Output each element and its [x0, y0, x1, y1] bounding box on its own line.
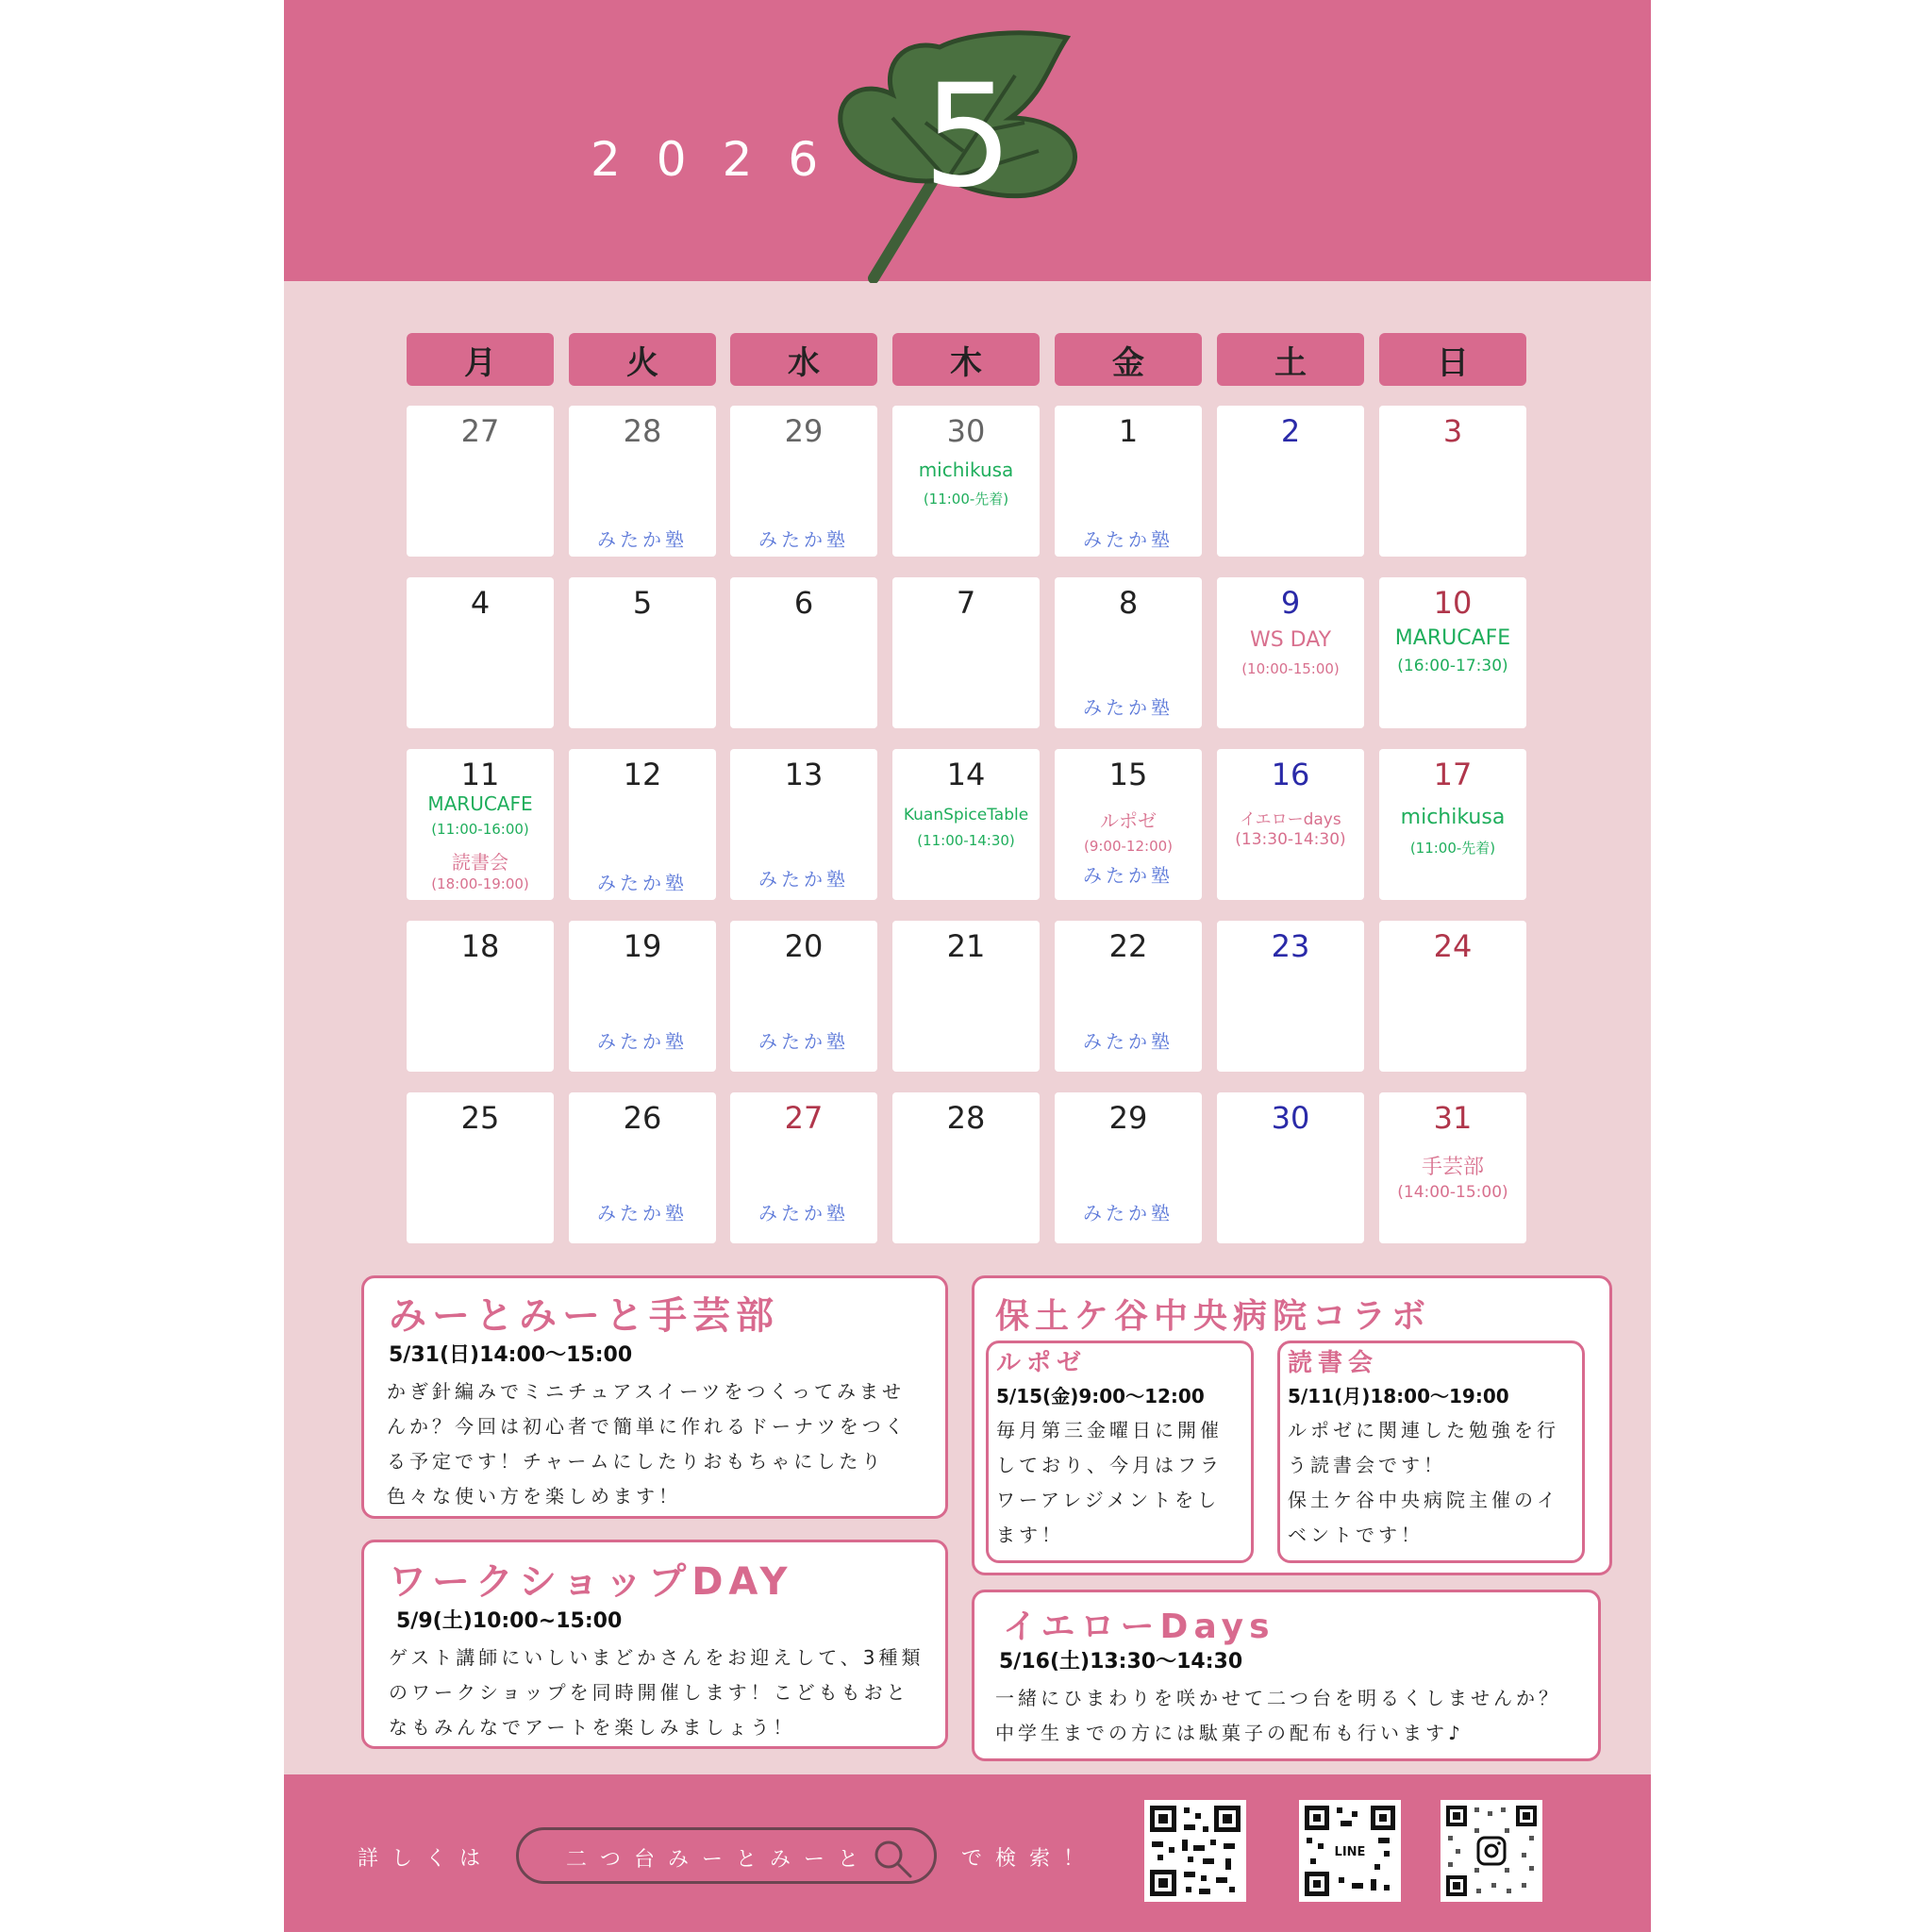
- day-number: 29: [1108, 1100, 1148, 1136]
- day-number: 1: [1118, 413, 1139, 449]
- day-number: 14: [946, 757, 986, 792]
- event-michikusa: michikusa: [918, 458, 1014, 481]
- box-date: 5/31(日)14:00〜15:00: [389, 1343, 633, 1367]
- day-cell: [730, 921, 877, 1072]
- day-number: 30: [946, 413, 986, 449]
- event-mitaka: みたか塾: [597, 528, 688, 551]
- body-line: ワーアレジメントをし: [996, 1489, 1221, 1511]
- body-line: ベントです！: [1288, 1524, 1424, 1546]
- event-shugei: 手芸部: [1421, 1156, 1484, 1179]
- day-cell: [892, 1092, 1040, 1243]
- day-cell: [1055, 1092, 1202, 1243]
- day-number: 21: [946, 928, 986, 964]
- event-mitaka: みたか塾: [758, 1202, 849, 1224]
- day-number: 16: [1271, 757, 1310, 792]
- event-time: (11:00-先着): [923, 491, 1009, 508]
- body-line: る予定です！チャームにしたりおもちゃにしたり: [387, 1450, 885, 1473]
- box-body: [389, 1641, 924, 1745]
- event-time: (16:00-17:30): [1397, 657, 1508, 675]
- day-number: 27: [784, 1100, 824, 1136]
- day-number: 8: [1118, 585, 1139, 621]
- day-cell: [1217, 749, 1364, 900]
- info-box-shugei: [361, 1275, 948, 1519]
- weekday-sun: 日: [1379, 333, 1526, 386]
- day-number: 18: [460, 928, 500, 964]
- day-number: 19: [623, 928, 662, 964]
- day-number: 2: [1280, 413, 1301, 449]
- body-line: ます！: [996, 1524, 1064, 1546]
- body-line: 中学生までの方には駄菓子の配布も行います♪: [995, 1722, 1464, 1744]
- day-cell: [1217, 1092, 1364, 1243]
- event-mitaka: みたか塾: [758, 868, 849, 891]
- info-box-yellow: [972, 1590, 1601, 1761]
- day-cell: [1217, 406, 1364, 557]
- day-number: 11: [460, 757, 500, 792]
- day-number: 17: [1433, 757, 1473, 792]
- body-line: う読書会です！: [1288, 1454, 1446, 1476]
- sub-box-body: [1288, 1413, 1559, 1553]
- day-cell: [407, 749, 554, 900]
- day-number: 31: [1433, 1100, 1473, 1136]
- event-mitaka: みたか塾: [597, 872, 688, 894]
- day-number: 13: [784, 757, 824, 792]
- year-label: 2026: [591, 132, 855, 187]
- search-text: 二つ台みーとみーと: [566, 1848, 873, 1872]
- event-kuan: KuanSpiceTable: [903, 806, 1029, 824]
- event-mitaka: みたか塾: [758, 528, 849, 551]
- day-cell: [1055, 406, 1202, 557]
- day-number: 4: [470, 585, 491, 621]
- event-marucafe: MARUCAFE: [1394, 626, 1511, 650]
- box-title: みーとみーと手芸部: [389, 1294, 779, 1338]
- day-cell: [1379, 749, 1526, 900]
- header: [284, 0, 1651, 281]
- day-number: 28: [623, 413, 662, 449]
- day-cell: [892, 406, 1040, 557]
- event-yellow: イエローdays: [1240, 810, 1341, 829]
- event-time: (18:00-19:00): [431, 875, 529, 892]
- day-number: 15: [1108, 757, 1148, 792]
- day-number: 26: [623, 1100, 662, 1136]
- weekday-thu: 木: [892, 333, 1040, 386]
- day-cell: [569, 577, 716, 728]
- day-number: 28: [946, 1100, 986, 1136]
- info-box-hospital: [972, 1275, 1612, 1575]
- body-line: 毎月第三金曜日に開催: [996, 1419, 1223, 1441]
- day-cell: [569, 1092, 716, 1243]
- search-box[interactable]: [516, 1827, 937, 1884]
- body-line: なもみんなでアートを楽しみましょう！: [389, 1716, 796, 1739]
- event-mitaka: みたか塾: [1083, 696, 1174, 719]
- event-marucafe: MARUCAFE: [427, 792, 533, 815]
- event-mitaka: みたか塾: [758, 1030, 849, 1053]
- day-cell: [730, 406, 877, 557]
- event-time: (9:00-12:00): [1083, 838, 1174, 855]
- day-number: 30: [1271, 1100, 1310, 1136]
- day-number: 12: [623, 757, 662, 792]
- instagram-qr-icon[interactable]: [1441, 1800, 1542, 1902]
- event-mitaka: みたか塾: [597, 1030, 688, 1053]
- box-title: ワークショップDAY: [389, 1560, 793, 1604]
- day-cell: [730, 1092, 877, 1243]
- box-date: 5/9(土)10:00~15:00: [396, 1609, 623, 1633]
- footer: [284, 1774, 1651, 1932]
- event-mitaka: みたか塾: [597, 1202, 688, 1224]
- day-cell: [1379, 406, 1526, 557]
- day-cell: [407, 921, 554, 1072]
- day-number: 29: [784, 413, 824, 449]
- day-number: 10: [1433, 585, 1473, 621]
- body-line: 一緒にひまわりを咲かせて二つ台を明るくしませんか？: [995, 1687, 1561, 1709]
- sub-box-body: [996, 1413, 1223, 1553]
- event-mitaka: みたか塾: [1083, 1030, 1174, 1053]
- event-time: (13:30-14:30): [1235, 830, 1346, 849]
- event-dokusho: 読書会: [452, 851, 508, 874]
- event-mitaka: みたか塾: [1083, 528, 1174, 551]
- info-box-workshop: [361, 1540, 948, 1749]
- event-time: (11:00-先着): [1409, 840, 1496, 857]
- weekday-mon: 月: [407, 333, 554, 386]
- box-title: 保土ケ谷中央病院コラボ: [995, 1297, 1432, 1336]
- sub-box-dokusho: [1277, 1341, 1585, 1563]
- line-qr-icon[interactable]: [1299, 1800, 1401, 1902]
- day-cell: [1379, 1092, 1526, 1243]
- day-cell: [1055, 921, 1202, 1072]
- box-body: [387, 1374, 908, 1514]
- weekday-sat: 土: [1217, 333, 1364, 386]
- day-cell: [892, 577, 1040, 728]
- footer-suffix: で検索！: [961, 1847, 1098, 1871]
- box-title: イエローDays: [1003, 1607, 1275, 1646]
- month-number: 5: [923, 55, 1013, 219]
- body-line: 保土ケ谷中央病院主催のイ: [1288, 1489, 1559, 1511]
- sub-box-date: 5/15(金)9:00〜12:00: [996, 1385, 1205, 1407]
- calendar-poster: [284, 0, 1651, 1932]
- body-line: かぎ針編みでミニチュアスイーツをつくってみませ: [387, 1380, 905, 1403]
- box-body: [995, 1681, 1561, 1751]
- body-line: ルポゼに関連した勉強を行: [1288, 1419, 1559, 1441]
- day-cell: [892, 749, 1040, 900]
- day-cell: [407, 577, 554, 728]
- event-rupoze: ルポゼ: [1100, 809, 1157, 832]
- sub-box-title: ルポゼ: [996, 1349, 1088, 1377]
- body-line: のワークショップを同時開催します！こどももおと: [389, 1681, 909, 1704]
- day-number: 27: [460, 413, 500, 449]
- sub-box-date: 5/11(月)18:00〜19:00: [1288, 1385, 1509, 1407]
- day-cell: [407, 1092, 554, 1243]
- day-cell: [730, 749, 877, 900]
- event-michikusa: michikusa: [1400, 806, 1506, 829]
- day-cell: [407, 406, 554, 557]
- day-cell: [730, 577, 877, 728]
- event-mitaka: みたか塾: [1083, 864, 1174, 887]
- day-cell: [1217, 577, 1364, 728]
- day-number: 25: [460, 1100, 500, 1136]
- line-label: LINE: [1334, 1845, 1366, 1859]
- event-time: (11:00-16:00): [431, 821, 529, 838]
- search-icon: [872, 1838, 913, 1879]
- sub-box-rupoze: [986, 1341, 1254, 1563]
- sub-box-title: 読書会: [1288, 1349, 1379, 1377]
- weekday-wed: 水: [730, 333, 877, 386]
- day-cell: [569, 921, 716, 1072]
- body-line: しており、今月はフラ: [996, 1454, 1223, 1476]
- day-cell: [1217, 921, 1364, 1072]
- day-number: 23: [1271, 928, 1310, 964]
- day-number: 20: [784, 928, 824, 964]
- box-date: 5/16(土)13:30〜14:30: [999, 1650, 1243, 1674]
- day-number: 9: [1280, 585, 1301, 621]
- day-cell: [1379, 921, 1526, 1072]
- event-ws-day: WS DAY: [1249, 628, 1332, 652]
- day-number: 6: [793, 585, 814, 621]
- day-number: 5: [632, 585, 653, 621]
- weekday-fri: 金: [1055, 333, 1202, 386]
- day-cell: [1379, 577, 1526, 728]
- footer-prefix: 詳しくは: [358, 1847, 494, 1871]
- day-cell: [569, 406, 716, 557]
- day-number: 24: [1433, 928, 1473, 964]
- body-line: ゲスト講師にいしいまどかさんをお迎えして、3種類: [389, 1646, 924, 1669]
- event-time: (10:00-15:00): [1241, 660, 1340, 677]
- event-time: (14:00-15:00): [1397, 1183, 1508, 1202]
- weekday-tue: 火: [569, 333, 716, 386]
- event-time: (11:00-14:30): [917, 832, 1015, 849]
- body-line: んか？今回は初心者で簡単に作れるドーナツをつく: [387, 1415, 908, 1438]
- body-line: 色々な使い方を楽しめます！: [387, 1485, 681, 1507]
- website-qr-icon[interactable]: [1144, 1800, 1246, 1902]
- day-cell: [1055, 749, 1202, 900]
- day-number: 7: [956, 585, 976, 621]
- event-mitaka: みたか塾: [1083, 1202, 1174, 1224]
- day-cell: [892, 921, 1040, 1072]
- day-number: 3: [1442, 413, 1463, 449]
- day-cell: [569, 749, 716, 900]
- day-cell: [1055, 577, 1202, 728]
- day-number: 22: [1108, 928, 1148, 964]
